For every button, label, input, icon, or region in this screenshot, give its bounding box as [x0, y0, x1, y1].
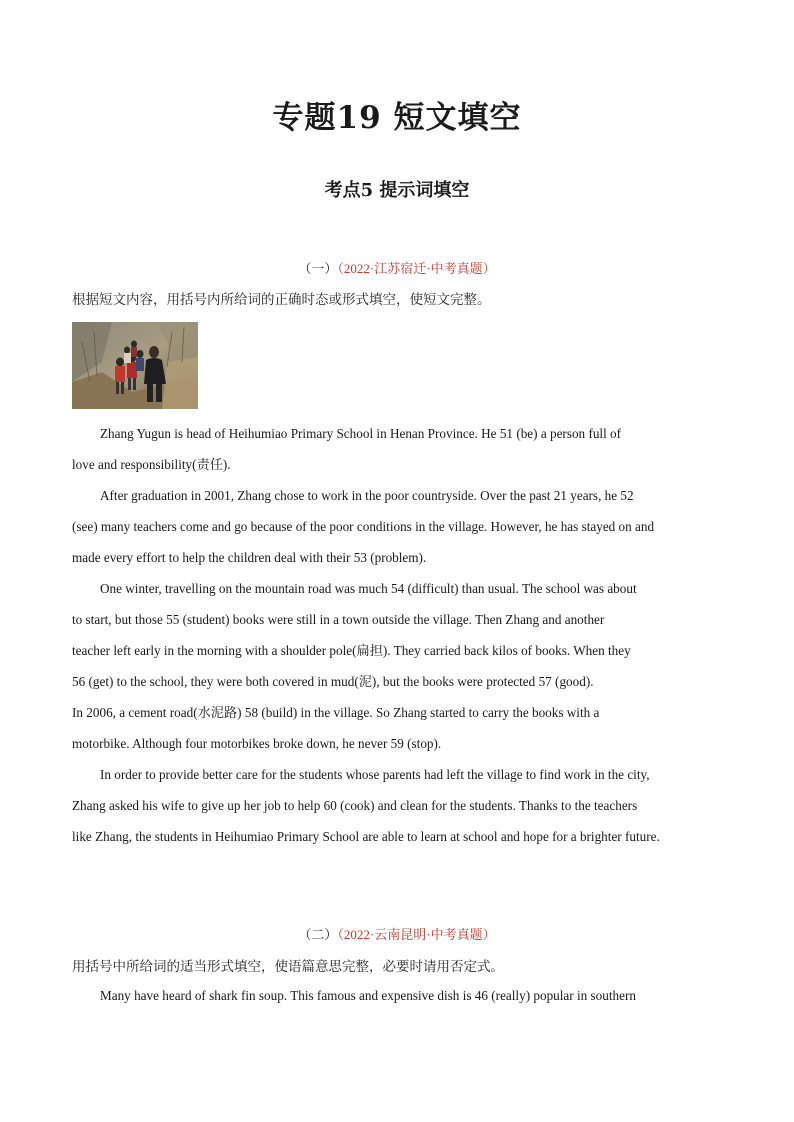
passage-line [72, 666, 722, 697]
passage-line [72, 418, 722, 449]
passage-text: to start, but those [72, 612, 167, 627]
passage-2 [72, 980, 722, 1011]
passage-text: like Zhang, the students in Heihumiao Primary School are able to learn at school and hope for a brighter future. [72, 829, 660, 844]
section1-source: （2022·江苏宿迁·中考真题） [337, 261, 496, 276]
passage-text: Zhang Yugun is head of Heihumiao Primary School in Henan Province. He [100, 426, 500, 441]
passage-text: (good). [551, 674, 594, 689]
answer-blank[interactable]: 60 [323, 798, 337, 813]
section1-number: （一） [298, 261, 338, 276]
section1-instruction: 根据短文内容，用括号内所给词的正确时态或形式填空，使短文完整。 [72, 292, 491, 308]
passage-line [72, 573, 722, 604]
answer-blank[interactable]: 55 [166, 612, 180, 627]
passage-line [72, 635, 722, 666]
passage-line [72, 604, 722, 635]
passage-text: (cook) and clean for the students. Thanks to the teachers [336, 798, 638, 813]
passage-text: (difficult) than usual. The school was about [404, 581, 637, 596]
section2-header [0, 924, 794, 943]
passage-line [72, 759, 722, 790]
children-walking-photo [72, 322, 198, 409]
passage-line [72, 697, 722, 728]
passage-text: Zhang asked his wife to give up her job to help [72, 798, 324, 813]
passage-line [72, 449, 722, 480]
passage-text: (really) popular in southern [487, 988, 636, 1003]
section2-source: （2022·云南昆明·中考真题） [337, 927, 496, 942]
passage-text: made every effort to help the children deal with their [72, 550, 354, 565]
passage-text: Many have heard of shark fin soup. This famous and expensive dish is [100, 988, 475, 1003]
section2-number: （二） [298, 927, 338, 942]
passage-text: (problem). [366, 550, 427, 565]
answer-blank[interactable]: 57 [538, 674, 552, 689]
passage-1 [72, 418, 722, 852]
passage-text: motorbike. Although four motorbikes broke down, he never [72, 736, 391, 751]
passage-line [72, 480, 722, 511]
answer-blank[interactable]: 52 [620, 488, 634, 503]
passage-text: In 2006, a cement road(水泥路) [72, 705, 245, 720]
passage-text: (build) in the village. So Zhang started to carry the books with a [258, 705, 600, 720]
passage-text: teacher left early in the morning with a shoulder pole(扁担). They carried back kilos of books. When they [72, 643, 631, 658]
passage-line [72, 511, 722, 542]
passage-text: (get) to the school, they were both covered in mud(泥), but the books were protected [85, 674, 539, 689]
passage-text: (be) a person full of [513, 426, 622, 441]
answer-blank[interactable]: 56 [72, 674, 86, 689]
section2-instruction: 用括号中所给词的适当形式填空，使语篇意思完整，必要时请用否定式。 [72, 959, 504, 975]
passage-line [72, 728, 722, 759]
passage-text: In order to provide better care for the students whose parents had left the village to find work in the city, [100, 767, 650, 782]
page-title: 专题19 短文填空 [272, 100, 522, 136]
page-subtitle: 考点5 提示词填空 [324, 180, 470, 201]
answer-blank[interactable]: 46 [474, 988, 488, 1003]
answer-blank[interactable]: 58 [244, 705, 259, 720]
section1-header [0, 258, 794, 277]
passage-text: (student) books were still in a town outside the village. Then Zhang and another [179, 612, 605, 627]
answer-blank[interactable]: 51 [499, 426, 514, 441]
passage-line [72, 821, 722, 852]
passage-text: (stop). [403, 736, 442, 751]
passage-line [72, 980, 722, 1011]
passage-line [72, 542, 722, 573]
answer-blank[interactable]: 54 [391, 581, 405, 596]
answer-blank[interactable]: 53 [353, 550, 367, 565]
passage-text: One winter, travelling on the mountain road was much [100, 581, 391, 596]
passage-text: After graduation in 2001, Zhang chose to work in the poor countryside. Over the past 21 years, he [100, 488, 621, 503]
passage-text: love and responsibility(责任). [72, 457, 231, 472]
photo-illustration [72, 322, 198, 409]
passage-line [72, 790, 722, 821]
passage-text: (see) many teachers come and go because of the poor conditions in the village. However, he has stayed on and [72, 519, 655, 534]
answer-blank[interactable]: 59 [390, 736, 404, 751]
